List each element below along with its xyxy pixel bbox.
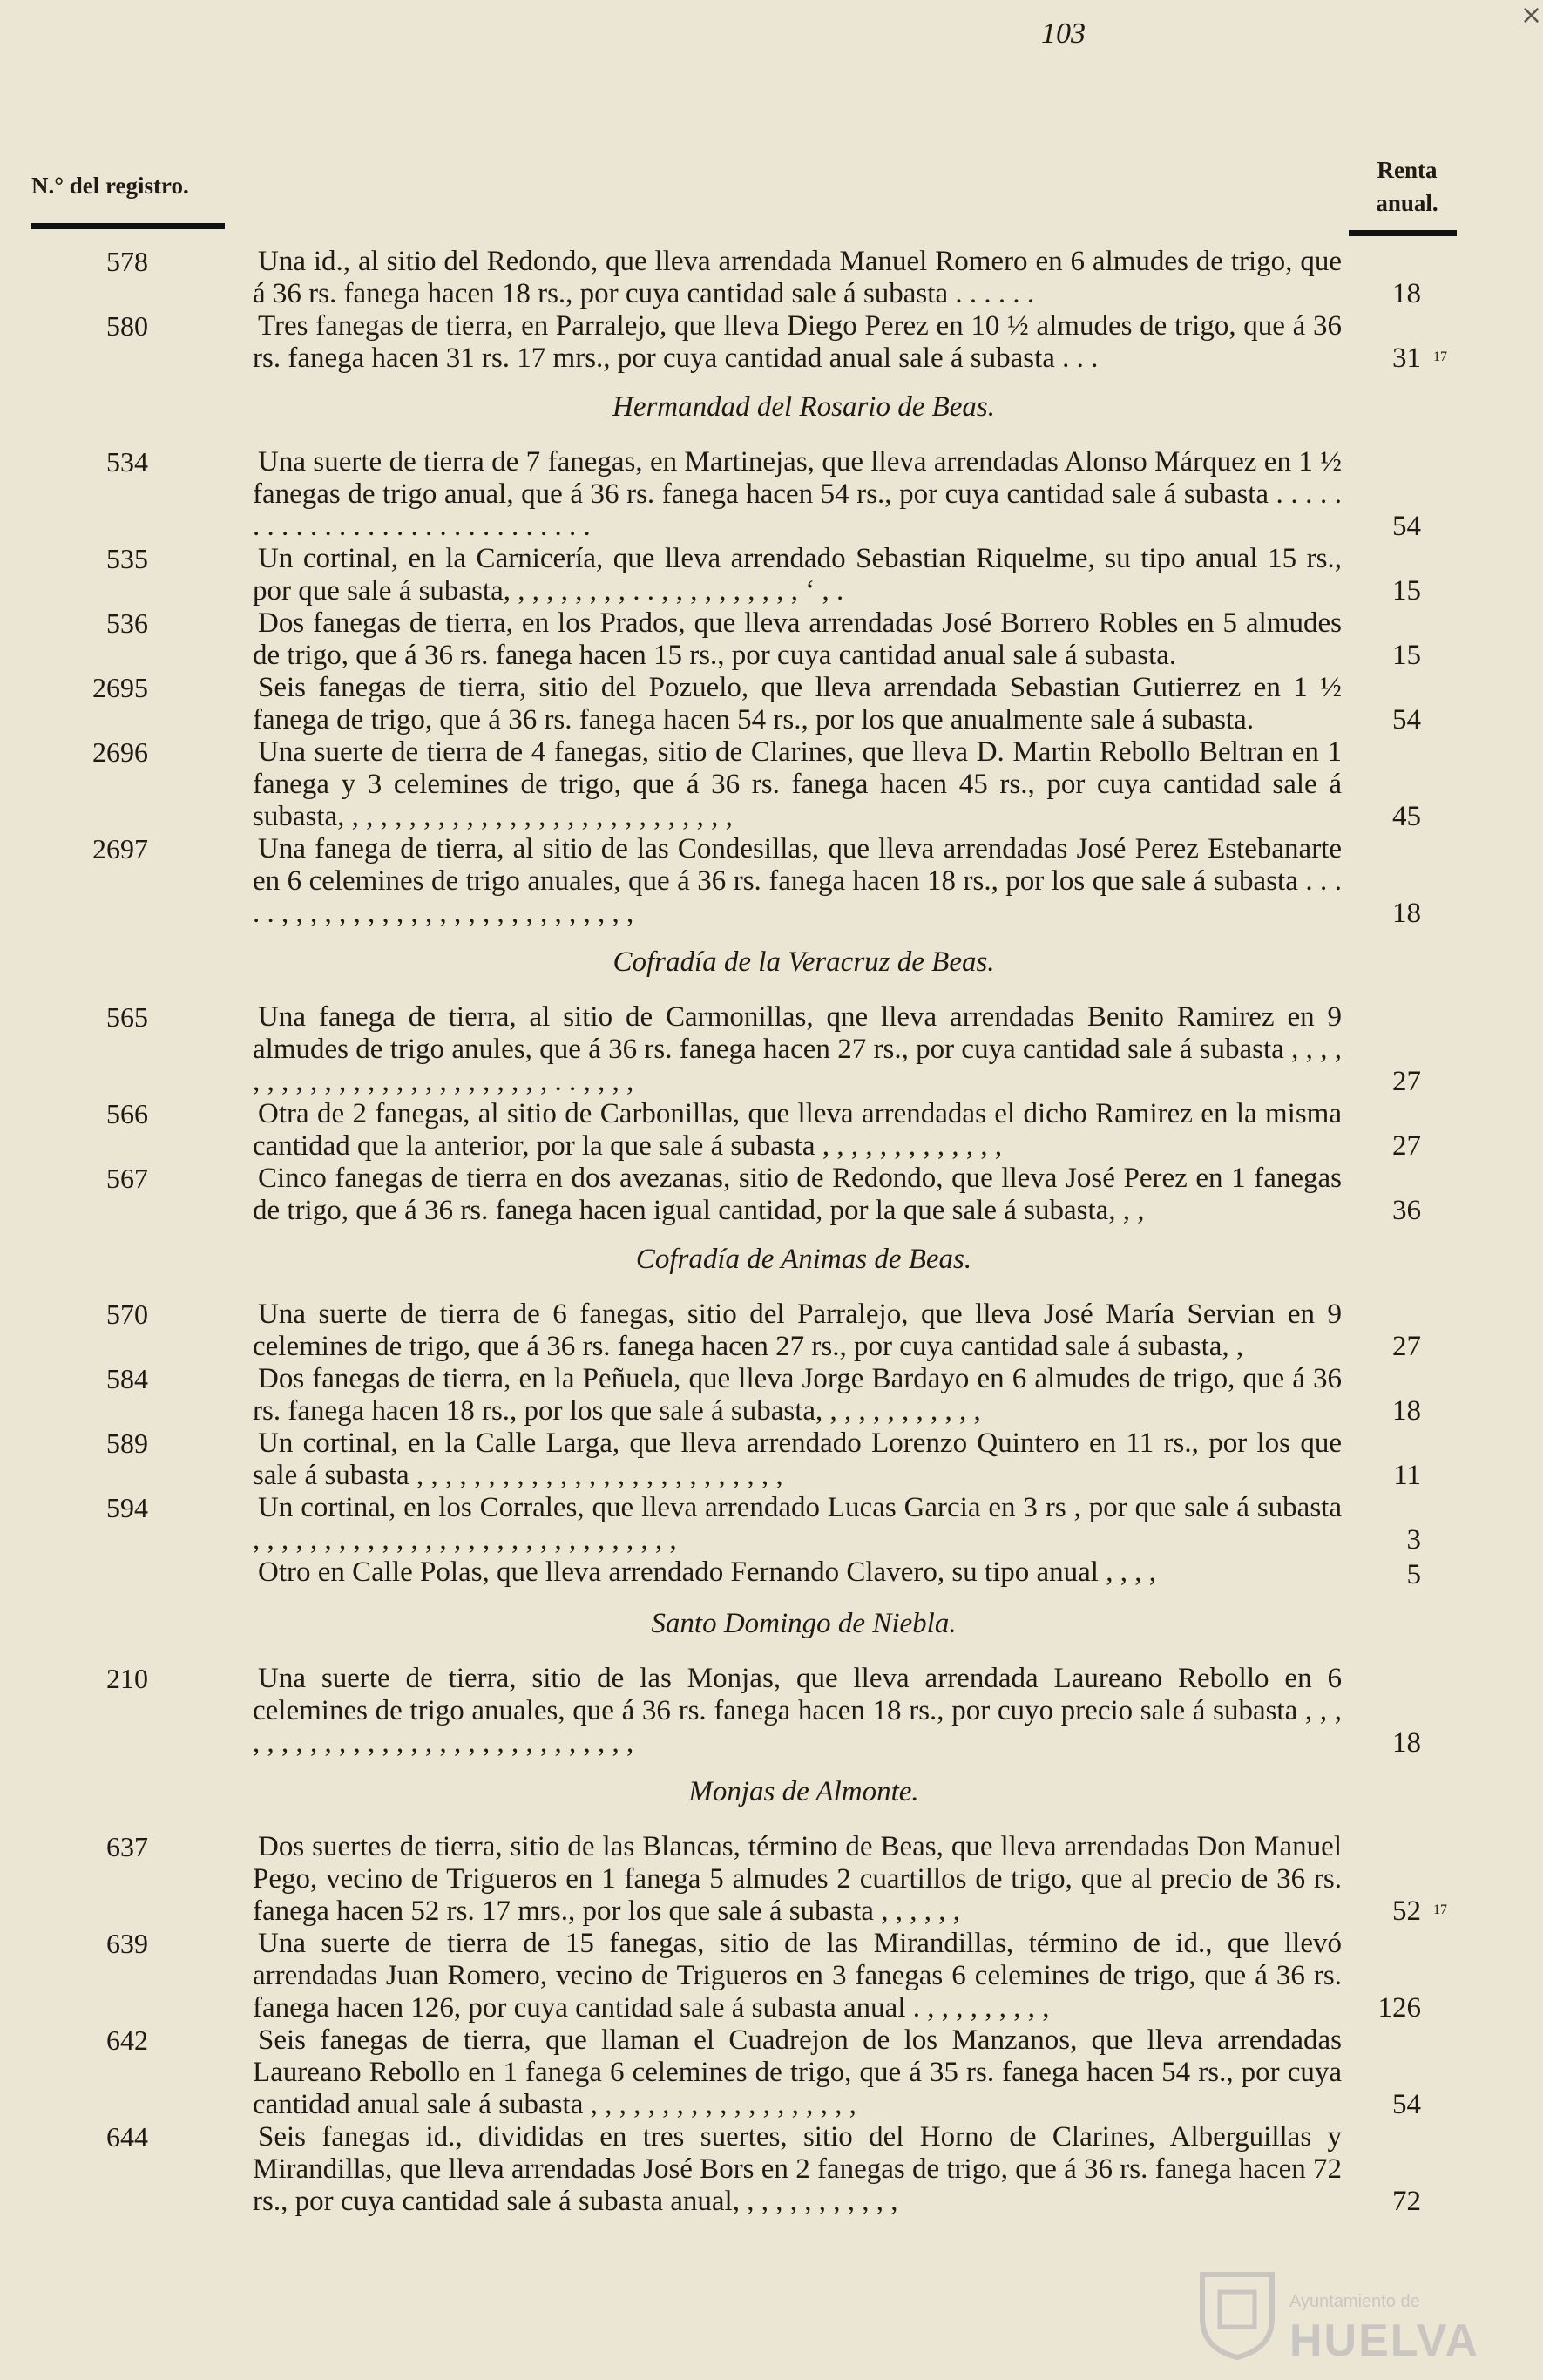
entry-description: Una fanega de tierra, al sitio de las Condesillas, que lleva arrendadas José Perez Estebanarte en 6 celemines de trigo anuales, que á 36 rs. fanega hacen 18 rs., por los que sale á subasta . . . . . , , , , , , , , , , , , , , , , , , , , , , , , , bbox=[253, 833, 1342, 929]
rent-column-header bbox=[1355, 153, 1459, 220]
annual-rent-value: 18 bbox=[1392, 898, 1421, 929]
rent-maravedis: 17 bbox=[1433, 349, 1447, 364]
annual-rent-value: 5 bbox=[1406, 1559, 1421, 1590]
registry-number: 210 bbox=[106, 1663, 148, 1694]
annual-rent-value: 126 bbox=[1377, 1992, 1421, 2024]
annual-rent-value: 72 bbox=[1392, 2186, 1421, 2217]
crest-icon bbox=[1194, 2266, 1281, 2362]
registry-number: 534 bbox=[106, 446, 148, 478]
registry-entry bbox=[0, 736, 1543, 833]
registry-number: 589 bbox=[106, 1427, 148, 1459]
registry-entry bbox=[0, 1298, 1543, 1363]
entry-description: Una suerte de tierra de 4 fanegas, sitio de Clarines, que lleva D. Martin Rebollo Beltran en 1 fanega y 3 celemines de trigo, que á 36 rs. fanega hacen 45 rs., por cuya cantidad sale á subasta, , , , , , , , , , , , , , , , , , , , , , , , , , , , bbox=[253, 736, 1342, 832]
annual-rent-value: 18 bbox=[1392, 1395, 1421, 1427]
registry-number: 2696 bbox=[92, 736, 148, 768]
annual-rent bbox=[1343, 1559, 1421, 1591]
annual-rent-value: 52 bbox=[1392, 1895, 1421, 1927]
annual-rent bbox=[1343, 801, 1421, 833]
registry-number: 565 bbox=[106, 1001, 148, 1033]
section-heading: Santo Domingo de Niebla. bbox=[651, 1608, 957, 1639]
page-number: 103 bbox=[1041, 17, 1086, 50]
registry-entry bbox=[0, 672, 1543, 736]
registry-entry bbox=[0, 1001, 1543, 1098]
registry-number: 567 bbox=[106, 1163, 148, 1194]
annual-rent-value: 15 bbox=[1392, 640, 1421, 671]
section-heading: Hermandad del Rosario de Beas. bbox=[612, 391, 996, 423]
annual-rent-value: 27 bbox=[1392, 1130, 1421, 1162]
annual-rent bbox=[1343, 278, 1421, 310]
registry-entry bbox=[0, 1556, 1543, 1591]
annual-rent-value: 18 bbox=[1392, 1727, 1421, 1759]
annual-rent bbox=[1343, 704, 1421, 736]
annual-rent bbox=[1343, 1727, 1421, 1760]
annual-rent bbox=[1343, 342, 1447, 375]
registry-entry bbox=[0, 833, 1543, 930]
registry-number: 637 bbox=[106, 1831, 148, 1862]
section-heading: Cofradía de Animas de Beas. bbox=[635, 1244, 972, 1275]
registry-number: 578 bbox=[106, 246, 148, 277]
section-heading: Monjas de Almonte. bbox=[688, 1776, 919, 1807]
annual-rent bbox=[1343, 1524, 1421, 1556]
annual-rent-value: 54 bbox=[1392, 2089, 1421, 2120]
annual-rent bbox=[1343, 1195, 1421, 1227]
registry-number: 639 bbox=[106, 1928, 148, 1959]
annual-rent bbox=[1343, 2186, 1421, 2218]
entry-description: Una id., al sitio del Redondo, que lleva arrendada Manuel Romero en 6 almudes de trigo, que á 36 rs. fanega hacen 18 rs., por cuya cantidad sale á subasta . . . . . . bbox=[253, 246, 1342, 309]
rent-maravedis: 17 bbox=[1433, 1902, 1447, 1917]
registry-number: 644 bbox=[106, 2121, 148, 2153]
annual-rent-value: 3 bbox=[1406, 1524, 1421, 1556]
annual-rent bbox=[1343, 1460, 1421, 1492]
registry-number: 594 bbox=[106, 1492, 148, 1523]
registry-entry bbox=[0, 1427, 1543, 1492]
registry-number: 566 bbox=[106, 1098, 148, 1129]
registry-entry bbox=[0, 1363, 1543, 1427]
annual-rent-value: 27 bbox=[1392, 1066, 1421, 1097]
entry-description: Dos fanegas de tierra, en los Prados, que lleva arrendadas José Borrero Robles en 5 almudes de trigo, que á 36 rs. fanega hacen 15 rs., por cuya cantidad anual sale á subasta. bbox=[253, 607, 1342, 671]
annual-rent bbox=[1343, 898, 1421, 930]
annual-rent bbox=[1343, 640, 1421, 672]
annual-rent bbox=[1343, 575, 1421, 607]
corner-mark: × bbox=[1520, 0, 1543, 31]
registry-number: 570 bbox=[106, 1298, 148, 1330]
registry-entry bbox=[0, 1163, 1543, 1227]
annual-rent bbox=[1343, 1066, 1421, 1098]
archive-watermark bbox=[1194, 2266, 1490, 2370]
annual-rent-value: 18 bbox=[1392, 278, 1421, 309]
annual-rent-value: 45 bbox=[1392, 801, 1421, 832]
document-body bbox=[0, 246, 1543, 2218]
registry-entry bbox=[0, 1928, 1543, 2024]
annual-rent-value: 54 bbox=[1392, 704, 1421, 736]
entry-description: Otra de 2 fanegas, al sitio de Carbonillas, que lleva arrendadas el dicho Ramirez en la misma cantidad que la anterior, por la que sale á subasta , , , , , , , , , , , , , bbox=[253, 1098, 1342, 1162]
registry-entry bbox=[0, 2024, 1543, 2121]
entry-description: Seis fanegas id., divididas en tres suertes, sitio del Horno de Clarines, Alberguillas y Mirandillas, que lleva arrendadas José Bors en 2 fanegas de trigo, que á 36 rs. fanega hacen 72 rs., por cuya cantidad sale á subasta anual, , , , , , , , , , , , bbox=[253, 2121, 1342, 2217]
annual-rent bbox=[1343, 1331, 1421, 1363]
registry-entry bbox=[0, 607, 1543, 672]
registry-number: 2697 bbox=[92, 833, 148, 865]
entry-description: Una fanega de tierra, al sitio de Carmonillas, qne lleva arrendadas Benito Ramirez en 9 almudes de trigo anules, que á 36 rs. fanega hacen 27 rs., por cuya cantidad sale á subasta , , , , , , , , , , , , , , , , , , , , , , , , , . . , , , , bbox=[253, 1001, 1342, 1097]
annual-rent-value: 31 bbox=[1392, 342, 1421, 374]
annual-rent bbox=[1343, 1395, 1421, 1427]
entry-description: Un cortinal, en los Corrales, que lleva arrendado Lucas Garcia en 3 rs , por que sale á subasta , , , , , , , , , , , , , , , , , , , , , , , , , , , , , , bbox=[253, 1492, 1342, 1556]
annual-rent bbox=[1343, 1992, 1421, 2024]
annual-rent bbox=[1343, 2089, 1421, 2121]
registry-column-header: N.° del registro. bbox=[31, 173, 189, 199]
registry-entry bbox=[0, 446, 1543, 543]
registry-entry bbox=[0, 543, 1543, 607]
entry-description: Una suerte de tierra de 6 fanegas, sitio del Parralejo, que lleva José María Servian en 9 celemines de trigo, que á 36 rs. fanega hacen 27 rs., por cuya cantidad sale á subasta, , bbox=[253, 1298, 1342, 1362]
entry-description: Cinco fanegas de tierra en dos avezanas, sitio de Redondo, que lleva José Perez en 1 fanegas de trigo, que á 36 rs. fanega hacen igual cantidad, por la que sale á subasta, , , bbox=[253, 1163, 1342, 1226]
registry-number: 535 bbox=[106, 543, 148, 574]
entry-description: Una suerte de tierra de 15 fanegas, sitio de las Mirandillas, término de id., que llevó arrendadas Juan Romero, vecino de Trigueros en 3 fanegas 6 celemines de trigo, que á 36 rs. fanega hacen 126, por cuya cantidad sale á subasta anual . , , , , , , , , , bbox=[253, 1928, 1342, 2024]
entry-description: Un cortinal, en la Calle Larga, que lleva arrendado Lorenzo Quintero en 11 rs., por los que sale á subasta , , , , , , , , , , , , , , , , , , , , , , , , , , bbox=[253, 1427, 1342, 1491]
registry-entry bbox=[0, 1492, 1543, 1556]
watermark-large-text: HUELVA bbox=[1289, 2316, 1480, 2366]
annual-rent-value: 15 bbox=[1392, 575, 1421, 607]
entry-description: Dos fanegas de tierra, en la Peñuela, que lleva Jorge Bardayo en 6 almudes de trigo, que á 36 rs. fanega hacen 18 rs., por los que sale á subasta, , , , , , , , , , , , bbox=[253, 1363, 1342, 1427]
rent-header-line2: anual. bbox=[1376, 190, 1438, 216]
section-heading: Cofradía de la Veracruz de Beas. bbox=[612, 946, 995, 978]
annual-rent-value: 11 bbox=[1393, 1460, 1421, 1491]
registry-number: 536 bbox=[106, 607, 148, 639]
watermark-small-text: Ayuntamiento de bbox=[1289, 2292, 1420, 2311]
registry-entry bbox=[0, 310, 1543, 375]
registry-entry bbox=[0, 1663, 1543, 1760]
annual-rent bbox=[1343, 1895, 1447, 1928]
registry-entry bbox=[0, 1098, 1543, 1163]
annual-rent-value: 54 bbox=[1392, 511, 1421, 542]
left-header-rule bbox=[31, 223, 225, 229]
entry-description: Seis fanegas de tierra, sitio del Pozuelo, que lleva arrendada Sebastian Gutierrez en 1 ½ fanega de trigo, que á 36 rs. fanega hacen 54 rs., por los que anualmente sale á subasta. bbox=[253, 672, 1342, 736]
entry-description: Una suerte de tierra, sitio de las Monjas, que lleva arrendada Laureano Rebollo en 6 celemines de trigo anuales, que á 36 rs. fanega hacen 18 rs., por cuyo precio sale á subasta , , , , , , , , , , , , , , , , , , , , , , , , , , , , , , bbox=[253, 1663, 1342, 1759]
entry-description: Dos suertes de tierra, sitio de las Blancas, término de Beas, que lleva arrendadas Don Manuel Pego, vecino de Trigueros en 1 fanega 5 almudes 2 cuartillos de trigo, que al precio de 36 rs. fanega hacen 52 rs. 17 mrs., por los que sale á subasta , , , , , , bbox=[253, 1831, 1342, 1927]
entry-description: Una suerte de tierra de 7 fanegas, en Martinejas, que lleva arrendadas Alonso Márquez en 1 ½ fanegas de trigo anual, que á 36 rs. fanega hacen 54 rs., por cuya cantidad sale á subasta . . . . . . . . . . . . . . . . . . . . . . . . . . . . . bbox=[253, 446, 1342, 542]
registry-entry bbox=[0, 2121, 1543, 2218]
right-header-rule bbox=[1349, 230, 1457, 236]
entry-description: Tres fanegas de tierra, en Parralejo, que lleva Diego Perez en 10 ½ almudes de trigo, que á 36 rs. fanega hacen 31 rs. 17 mrs., por cuya cantidad anual sale á subasta . . . bbox=[253, 310, 1342, 374]
annual-rent bbox=[1343, 511, 1421, 543]
rent-header-line1: Renta bbox=[1377, 157, 1438, 183]
registry-number: 584 bbox=[106, 1363, 148, 1394]
registry-number: 580 bbox=[106, 310, 148, 342]
registry-entry bbox=[0, 246, 1543, 310]
entry-description: Otro en Calle Polas, que lleva arrendado Fernando Clavero, su tipo anual , , , , bbox=[258, 1556, 1156, 1588]
registry-entry bbox=[0, 1831, 1543, 1928]
entry-description: Seis fanegas de tierra, que llaman el Cuadrejon de los Manzanos, que lleva arrendadas Laureano Rebollo en 1 fanega 6 celemines de trigo, que á 35 rs. fanega hacen 54 rs., por cuya cantidad anual sale á subasta , , , , , , , , , , , , , , , , , , , bbox=[253, 2024, 1342, 2120]
registry-number: 642 bbox=[106, 2024, 148, 2056]
entry-description: Un cortinal, en la Carnicería, que lleva arrendado Sebastian Riquelme, su tipo anual 15 rs., por que sale á subasta, , , , , , , , , . . , , , , , , , , , , ‘ , . bbox=[253, 543, 1342, 607]
annual-rent-value: 27 bbox=[1392, 1331, 1421, 1362]
registry-number: 2695 bbox=[92, 672, 148, 703]
annual-rent-value: 36 bbox=[1392, 1195, 1421, 1226]
annual-rent bbox=[1343, 1130, 1421, 1163]
